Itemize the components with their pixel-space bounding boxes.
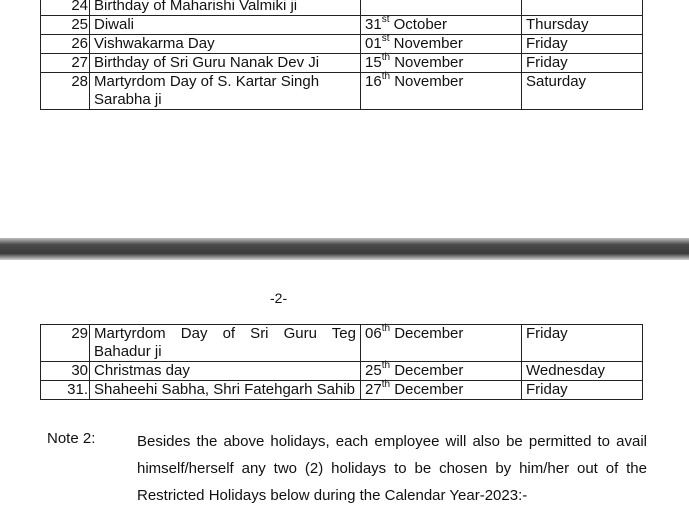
weekday-cell: Friday xyxy=(522,381,643,400)
date-month: October xyxy=(389,16,447,33)
note-line: Restricted Holidays below during the Calendar Year-2023:- xyxy=(137,487,528,504)
weekday-cell: Friday xyxy=(522,35,643,54)
note-label: Note 2: xyxy=(47,430,96,447)
date-suffix: th xyxy=(381,379,391,390)
weekday-cell: Saturday xyxy=(522,73,643,110)
serial-number-cell: 27 xyxy=(41,54,90,73)
date-suffix: th xyxy=(381,360,391,371)
document-page-2 xyxy=(0,260,689,508)
page-divider xyxy=(0,238,689,260)
date-suffix: th xyxy=(381,52,391,63)
holiday-name-line: Martyrdom Day of Sri Guru Teg xyxy=(94,325,356,342)
weekday-cell: Friday xyxy=(522,325,643,362)
table-row xyxy=(41,381,643,400)
date-suffix: st xyxy=(381,14,390,25)
date-cell xyxy=(361,35,522,54)
serial-number-cell: 24 xyxy=(41,0,90,16)
date-month: November xyxy=(390,54,464,71)
date-number: 15 xyxy=(365,54,382,71)
date-number: 01 xyxy=(365,35,382,52)
holiday-name-cell: Birthday of Sri Guru Nanak Dev Ji xyxy=(90,54,361,73)
date-month: December xyxy=(390,381,464,398)
holiday-name-line: Bahadur ji xyxy=(94,343,162,360)
note-text xyxy=(137,428,647,509)
table-row xyxy=(41,16,643,35)
date-number: 06 xyxy=(365,325,382,342)
weekday-cell: Wednesday xyxy=(522,362,643,381)
date-month: December xyxy=(390,325,464,342)
date-suffix: th xyxy=(381,323,391,334)
holiday-name-cell: Diwali xyxy=(90,16,361,35)
serial-number-cell: 28 xyxy=(41,73,90,110)
table-row xyxy=(41,0,643,16)
serial-number-cell: 26 xyxy=(41,35,90,54)
date-month: November xyxy=(389,35,463,52)
weekday-cell xyxy=(522,0,643,16)
holiday-table-page-2 xyxy=(40,324,643,400)
table-row xyxy=(41,35,643,54)
date-month: November xyxy=(390,73,464,90)
document-page-1 xyxy=(0,0,689,238)
date-suffix: th xyxy=(381,71,391,82)
table-row xyxy=(41,73,643,110)
holiday-name-cell: Shaheehi Sabha, Shri Fatehgarh Sahib xyxy=(90,381,361,400)
table-row xyxy=(41,325,643,362)
date-number: 27 xyxy=(365,381,382,398)
holiday-name-cell xyxy=(90,325,361,362)
note-line: Besides the above holidays, each employee will also be permitted to avail xyxy=(137,433,647,450)
serial-number-cell: 25 xyxy=(41,16,90,35)
weekday-cell: Friday xyxy=(522,54,643,73)
weekday-cell: Thursday xyxy=(522,16,643,35)
date-suffix: st xyxy=(381,33,390,44)
serial-number-cell: 30 xyxy=(41,362,90,381)
holiday-name-cell: Birthday of Maharishi Valmiki ji xyxy=(90,0,361,16)
date-cell xyxy=(361,54,522,73)
page-number: -2- xyxy=(270,290,288,306)
date-cell xyxy=(361,16,522,35)
date-month: December xyxy=(390,362,464,379)
holiday-name-line: Martyrdom Day of S. Kartar Singh xyxy=(94,73,320,90)
note-line: himself/herself any two (2) holidays to be chosen by him/her out of the xyxy=(137,460,647,477)
holiday-name-line: Sarabha ji xyxy=(94,91,162,108)
holiday-name-cell xyxy=(90,73,361,110)
date-cell xyxy=(361,381,522,400)
date-number: 16 xyxy=(365,73,382,90)
holiday-table-page-1 xyxy=(40,0,643,110)
table-row xyxy=(41,54,643,73)
serial-number-cell: 29 xyxy=(41,325,90,362)
holiday-name-cell: Vishwakarma Day xyxy=(90,35,361,54)
serial-number-cell: 31. xyxy=(41,381,90,400)
holiday-name-cell: Christmas day xyxy=(90,362,361,381)
date-cell xyxy=(361,73,522,110)
date-number: 31 xyxy=(365,16,382,33)
table-row xyxy=(41,362,643,381)
date-cell xyxy=(361,325,522,362)
date-number: 25 xyxy=(365,362,382,379)
date-cell xyxy=(361,362,522,381)
